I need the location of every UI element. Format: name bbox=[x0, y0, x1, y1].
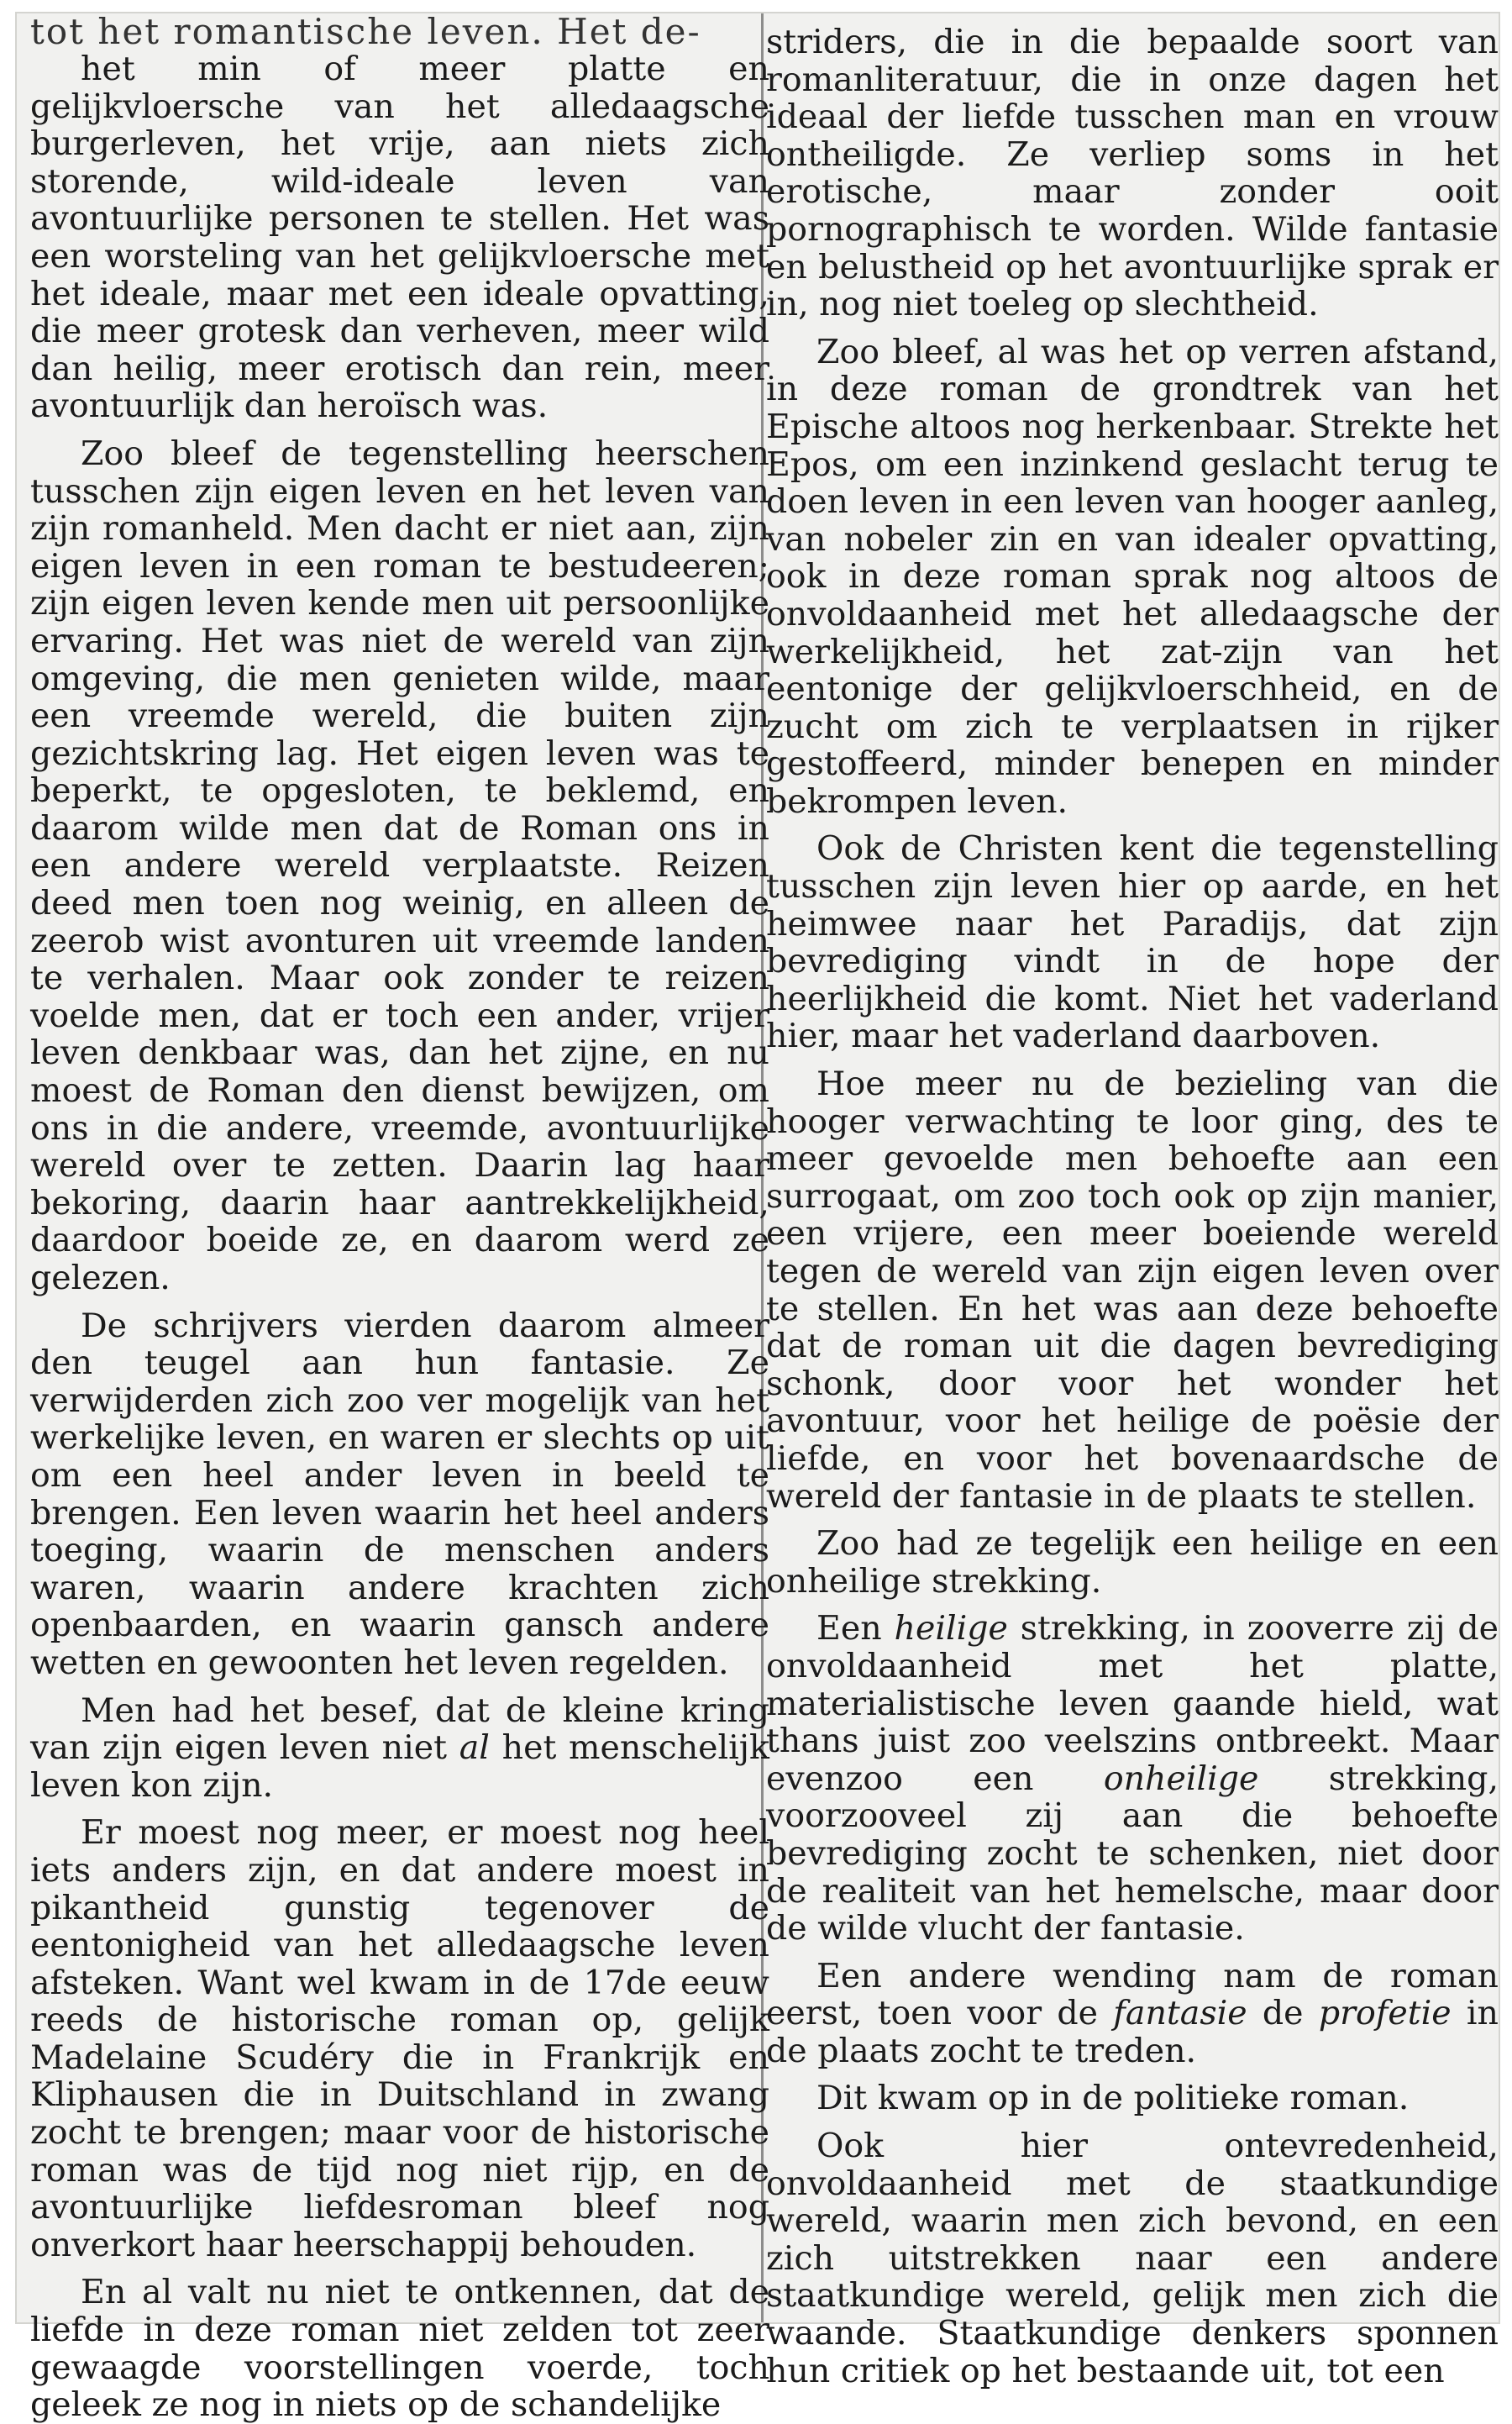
left-column bbox=[30, 11, 769, 2424]
article-paragraph: het min of meer platte en gelijkvloersche van het alledaagsche burgerleven, het vrije, aan niets zich storende, wild-ideale leven van avontuurlijke personen te stellen. Het was een worsteling van het gelijkvloersche met het ideale, maar met een ideale opvatting, die meer grotesk dan verheven, meer wild dan heilig, meer erotisch dan rein, meer avontuurlijk dan heroïsch was. bbox=[30, 50, 769, 426]
emphasized-text: onheilige bbox=[1103, 1759, 1259, 1798]
article-paragraph bbox=[766, 1958, 1499, 2070]
article-paragraph bbox=[766, 1610, 1499, 1947]
article-paragraph bbox=[30, 1692, 769, 1805]
article-paragraph: Zoo bleef, al was het op verren afstand, in deze roman de grondtrek van het Epische altoos nog herkenbaar. Strekte het Epos, om een inzinkend geslacht terug te doen leven in een leven van hooger aanleg, van nobeler zin en van idealer opvatting, ook in deze roman sprak nog altoos de onvoldaanheid met het alledaagsche der werkelijkheid, het zat-zijn van het eentonige der gelijkvloerschheid, en de zucht om zich te verplaatsen in rijker gestoffeerd, minder benepen en minder bekrompen leven. bbox=[766, 332, 1499, 821]
emphasized-text: profetie bbox=[1318, 1994, 1452, 2033]
article-paragraph: De schrijvers vierden daarom almeer den teugel aan hun fantasie. Ze verwijderden zich zoo ver mogelijk van het werkelijke leven, en waren er slechts op uit om een heel ander leven in beeld te brengen. Een leven waarin het heel anders toeging, waarin de menschen anders waren, waarin andere krachten zich openbaarden, en waarin gansch andere wetten en gewoonten het leven regelden. bbox=[30, 1306, 769, 1682]
text-run: de bbox=[1247, 1994, 1319, 2033]
emphasized-text: al bbox=[459, 1728, 490, 1768]
right-column-body bbox=[766, 24, 1499, 2390]
article-paragraph: Zoo had ze tegelijk een heilige en een onheilige strekking. bbox=[766, 1524, 1499, 1601]
cut-off-top-line: tot het romantische leven. Het de- bbox=[30, 11, 701, 52]
article-paragraph: En al valt nu niet te ontkennen, dat de liefde in deze roman niet zelden tot zeer gewaagde voorstellingen voerde, toch geleek ze nog in niets op de schandelijke bbox=[30, 2273, 769, 2424]
article-paragraph: Hoe meer nu de bezieling van die hooger verwachting te loor ging, des te meer gevoelde men behoefte aan een surrogaat, om zoo toch ook op zijn manier, een vrijere, een meer boeiende wereld tegen de wereld van zijn eigen leven over te stellen. En het was aan deze behoefte dat de roman uit die dagen bevrediging schonk, door voor het wonder het avontuur, voor het heilige de poësie der liefde, en voor het bovenaardsche de wereld der fantasie in de plaats te stellen. bbox=[766, 1065, 1499, 1516]
emphasized-text: fantasie bbox=[1113, 1994, 1247, 2033]
article-paragraph: Zoo bleef de tegenstelling heerschen tusschen zijn eigen leven en het leven van zijn romanheld. Men dacht er niet aan, zijn eigen leven in een roman te bestudeeren; zijn eigen leven kende men uit persoonlijke ervaring. Het was niet de wereld van zijn omgeving, die men genieten wilde, maar een vreemde wereld, die buiten zijn gezichtskring lag. Het eigen leven was te beperkt, te opgesloten, te beklemd, en daarom wilde men dat de Roman ons in een andere wereld verplaatste. Reizen deed men toen nog weinig, en alleen de zeerob wist avonturen uit vreemde landen te verhalen. Maar ook zonder te reizen voelde men, dat er toch een ander, vrijer leven denkbaar was, dan het zijne, en nu moest de Roman den dienst bewijzen, om ons in die andere, vreemde, avontuurlijke wereld over te zetten. Daarin lag haar bekoring, daarin haar aantrekkelijkheid, daardoor boeide ze, en daarom werd ze gelezen. bbox=[30, 434, 769, 1297]
text-run: strekking, voorzooveel zij aan die behoefte bevrediging zocht te schenken, niet door de realiteit van het hemelsche, maar door de wilde vlucht der fantasie. bbox=[766, 1759, 1499, 1948]
right-column bbox=[766, 13, 1499, 2390]
newspaper-clipping bbox=[15, 11, 1500, 2424]
text-run: het menschelijk leven kon zijn. bbox=[30, 1728, 769, 1805]
text-run: in de plaats zocht te treden. bbox=[766, 1994, 1499, 2070]
text-run: Een andere wending nam de roman eerst, toen voor de bbox=[766, 1956, 1499, 2033]
text-run: strekking, in zooverre zij de onvoldaanheid met het platte, materialistische leven gaande hield, wat thans juist zoo veelszins ontbreekt. Maar evenzoo een bbox=[766, 1609, 1499, 1798]
article-paragraph: Dit kwam op in de politieke roman. bbox=[816, 2079, 1410, 2118]
article-paragraph: Ook de Christen kent die tegenstelling tusschen zijn leven hier op aarde, en het heimwee naar het Paradijs, dat zijn bevrediging vindt in de hope der heerlijkheid die komt. Niet het vaderland hier, maar het vaderland daarboven. bbox=[766, 829, 1499, 1056]
article-paragraph: Er moest nog meer, er moest nog heel iets anders zijn, en dat andere moest in pikantheid gunstig tegenover de eentonigheid van het alledaagsche leven afsteken. Want wel kwam in de 17de eeuw reeds de historische roman op, gelijk Madelaine Scudéry die in Frankrijk en Kliphausen die in Duitschland in zwang zocht te brengen; maar voor de historische roman was de tijd nog niet rijp, en de avontuurlijke liefdesroman bleef nog onverkort haar heerschappij behouden. bbox=[30, 1813, 769, 2264]
left-column-body bbox=[30, 50, 769, 2424]
article-paragraph: Ook hier ontevredenheid, onvoldaanheid met de staatkundige wereld, waarin men zich bevond, en een zich uitstrekken naar een andere staatkundige wereld, gelijk men zich die waande. Staatkundige denkers sponnen hun critiek op het bestaande uit, tot een bbox=[766, 2127, 1499, 2390]
text-run: Een bbox=[816, 1609, 895, 1648]
article-paragraph: striders, die in die bepaalde soort van romanliteratuur, die in onze dagen het ideaal der liefde tusschen man en vrouw ontheiligde. Ze verliep soms in het erotische, maar zonder ooit pornographisch te worden. Wilde fantasie en belustheid op het avontuurlijke sprak er in, nog niet toeleg op slechtheid. bbox=[766, 23, 1499, 324]
text-run: Men had het besef, dat de kleine kring van zijn eigen leven niet bbox=[30, 1690, 769, 1768]
emphasized-text: heilige bbox=[894, 1609, 1008, 1648]
